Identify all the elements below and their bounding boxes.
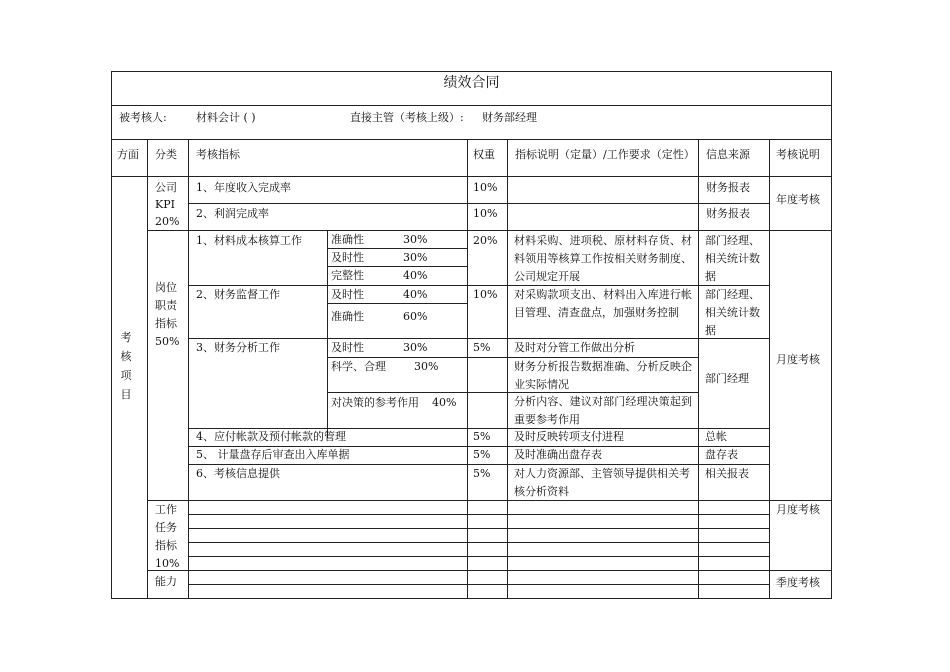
duty-item-2-sub-2-pct: 60% [403,310,428,323]
duty-item-1-sub-1-pct: 30% [403,233,428,246]
duty-item-4-weight: 5% [473,430,491,443]
duty-category-line2: 职责 [155,299,177,312]
duty-item-2-weight: 10% [473,288,498,301]
col-header-source: 信息来源 [706,148,750,161]
contract-title: 绩效合同 [443,75,500,91]
duty-item-3-sub-3-pct: 40% [432,396,457,409]
duty-item-3-source: 部门经理 [705,372,749,385]
duty-item-2-description: 对采购款项支出、材料出入库进行帐目管理、清查盘点，加强财务控制 [514,288,692,319]
ability-category: 能力 [155,575,177,588]
duty-item-2-sub-1-name: 及时性 [331,288,364,301]
duty-item-4-source: 总帐 [705,430,727,443]
duty-item-3-sub-1-pct: 30% [403,341,428,354]
kpi-row-2-source: 财务报表 [706,207,750,220]
duty-category-line4: 50% [155,335,180,348]
duty-category-line1: 岗位 [155,281,177,294]
kpi-category-line3: 20% [155,215,180,228]
kpi-row-1-source: 财务报表 [706,181,750,194]
col-header-aspect: 方面 [117,148,139,161]
kpi-category-line1: 公司 [155,181,177,194]
duty-category-line3: 指标 [155,317,177,330]
kpi-row-1-weight: 10% [473,181,498,194]
assessee-value: 材料会计 ( ) [196,111,256,124]
supervisor-value: 财务部经理 [482,111,537,124]
duty-item-3-description-1: 及时对分管工作做出分析 [514,341,635,354]
duty-item-3-sub-2-pct: 30% [414,360,439,373]
col-header-indicator: 考核指标 [196,148,240,161]
aspect-label: 考核项目 [120,331,132,401]
duty-item-3-sub-2-name: 科学、合理 [331,360,386,373]
duty-item-6-source: 相关报表 [705,467,749,480]
assessee-label: 被考核人: [119,111,167,124]
duty-item-6-description: 对人力资源部、主管领导提供相关考核分析资料 [514,467,690,498]
duty-item-4-indicator: 4、应付帐款及预付帐款的管理 [196,430,346,443]
duty-item-4-description: 及时反映转项支付进程 [514,430,624,443]
duty-item-3-description-3: 分析内容、建议对部门经理决策起到重要参考作用 [514,395,692,426]
duty-item-1-sub-2-name: 及时性 [331,251,364,264]
border-top [111,71,832,72]
col-header-category: 分类 [155,148,177,161]
col-header-weight: 权重 [473,148,495,161]
duty-item-2-sub-1-pct: 40% [403,288,428,301]
task-category-line1: 工作 [155,503,177,516]
duty-item-2-source: 部门经理、相关统计数据 [705,288,760,337]
duty-note: 月度考核 [776,353,820,366]
duty-item-5-source: 盘存表 [705,448,738,461]
duty-item-1-source: 部门经理、相关统计数据 [705,234,760,283]
border-left [111,71,112,599]
duty-item-1-sub-3-name: 完整性 [331,269,364,282]
duty-item-3-sub-1-name: 及时性 [331,341,364,354]
duty-item-1-description: 材料采购、进项税、原材料存货、材料领用等核算工作按相关财务制度、公司规定开展 [514,234,692,283]
task-note: 月度考核 [776,503,820,516]
kpi-row-2-weight: 10% [473,207,498,220]
border-right [831,71,832,599]
kpi-category-line2: KPI [155,198,175,211]
kpi-row-1-indicator: 1、年度收入完成率 [196,181,291,194]
duty-item-6-indicator: 6、考核信息提供 [196,467,280,480]
duty-item-2-indicator: 2、财务监督工作 [196,288,280,301]
duty-item-6-weight: 5% [473,467,491,480]
task-category-line4: 10% [155,557,180,570]
task-category-line2: 任务 [155,521,177,534]
duty-item-1-sub-1-name: 准确性 [331,233,364,246]
duty-item-5-description: 及时准确出盘存表 [514,448,602,461]
border-bottom [111,598,832,599]
duty-item-3-weight: 5% [473,341,491,354]
col-header-description: 指标说明（定量）/工作要求（定性） [515,148,695,161]
duty-item-1-weight: 20% [473,234,498,247]
task-category-line3: 指标 [155,539,177,552]
duty-item-1-sub-3-pct: 40% [403,269,428,282]
duty-item-1-indicator: 1、材料成本核算工作 [196,234,302,247]
kpi-note: 年度考核 [776,193,820,206]
duty-item-3-sub-3-name: 对决策的参考作用 [331,396,419,409]
duty-item-5-weight: 5% [473,448,491,461]
supervisor-label: 直接主管（考核上级）: [350,111,464,124]
duty-item-3-indicator: 3、财务分析工作 [196,341,280,354]
duty-item-5-indicator: 5、 计量盘存后审查出入库单据 [196,448,350,461]
duty-item-3-description-2: 财务分析报告数据准确、分析反映企业实际情况 [514,360,692,391]
duty-item-2-sub-2-name: 准确性 [331,310,364,323]
ability-note: 季度考核 [776,576,820,589]
col-header-note: 考核说明 [776,148,820,161]
duty-item-1-sub-2-pct: 30% [403,251,428,264]
kpi-row-2-indicator: 2、利润完成率 [196,207,269,220]
